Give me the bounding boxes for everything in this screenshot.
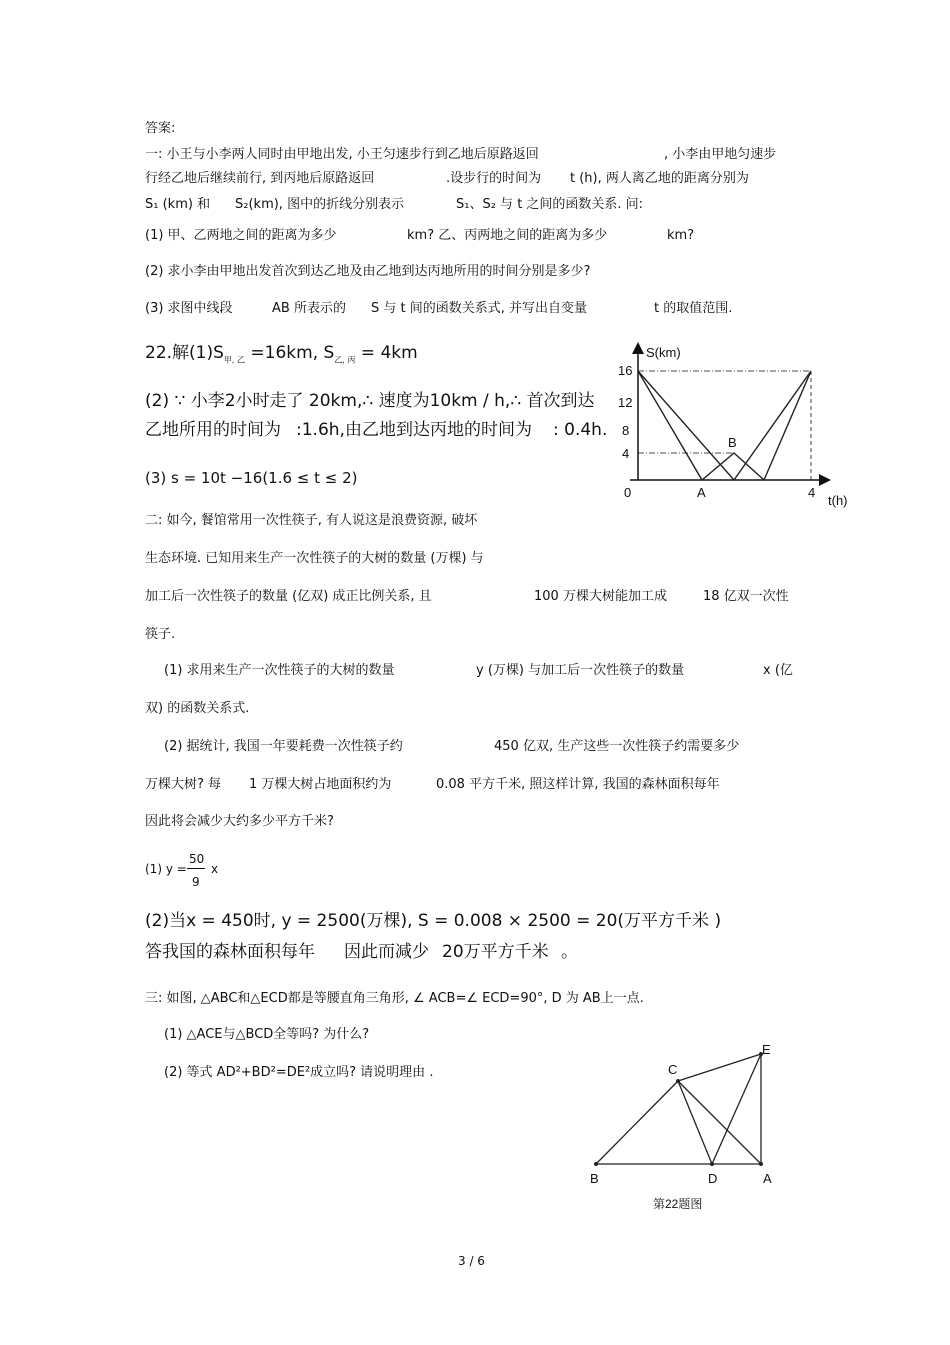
point-a xyxy=(759,1162,763,1166)
sol1-part2-line2a: 乙地所用的时间为 xyxy=(145,420,281,440)
s1-line xyxy=(638,371,811,480)
sol2-answer-a: 答我国的森林面积每年 xyxy=(145,942,315,962)
q1-part2: (2) 求小李由甲地出发首次到达乙地及由乙地到达丙地所用的时间分别是多少? xyxy=(145,264,591,279)
q2-line3a: 加工后一次性筷子的数量 (亿双) 成正比例关系, 且 xyxy=(145,589,432,604)
y-tick-12: 12 xyxy=(618,395,633,410)
point-d xyxy=(710,1162,714,1166)
sol2-f1-fraction-bar xyxy=(187,868,205,869)
q1-line2c: t (h), 两人离乙地的距离分别为 xyxy=(570,171,749,186)
q1-part1c: km? xyxy=(667,228,695,243)
segment-cd xyxy=(678,1081,712,1164)
q2-part1d: 双) 的函数关系式. xyxy=(145,701,250,716)
q2-line2: 生态环境. 已知用来生产一次性筷子的大树的数量 (万棵) 与 xyxy=(145,551,484,566)
q1-part1b: km? 乙、丙两地之间的距离为多少 xyxy=(407,228,608,243)
sol1-part1 xyxy=(145,345,418,364)
q1-line3a: S₁ (km) 和 xyxy=(145,197,211,212)
q1-part3b: AB 所表示的 xyxy=(272,301,346,316)
q1-part3a: (3) 求图中线段 xyxy=(145,301,233,316)
sol1-part1-mid: =16km, S xyxy=(245,343,335,363)
q1-line1a: 一: 小王与小李两人同时由甲地出发, 小王匀速步行到乙地后原路返回 xyxy=(145,147,539,162)
triangle-figure xyxy=(580,1035,780,1215)
sol1-part1-sub1: 甲, 乙 xyxy=(223,355,246,365)
sol1-part2-line2c: : 0.4h. xyxy=(553,420,608,440)
distance-time-graph xyxy=(610,335,860,515)
segment-bc xyxy=(596,1081,678,1164)
point-a-label: A xyxy=(697,485,706,500)
q1-line3c: S₁、S₂ 与 t 之间的函数关系. 问: xyxy=(456,197,644,212)
q3-part2: (2) 等式 AD²+BD²=DE²成立吗? 请说明理由 . xyxy=(164,1065,434,1080)
y-label: S(km) xyxy=(646,345,681,360)
q2-part2d: 1 万棵大树占地面积约为 xyxy=(249,777,392,792)
y-tick-8: 8 xyxy=(622,423,630,438)
sol2-answer-c: 20万平方千米 xyxy=(442,942,549,962)
page-number: 3 / 6 xyxy=(458,1254,485,1268)
label-b: B xyxy=(590,1171,599,1186)
q2-line3b: 100 万棵大树能加工成 xyxy=(534,589,667,604)
point-b xyxy=(594,1162,598,1166)
x-label: t(h) xyxy=(828,493,848,508)
q2-part2a: (2) 据统计, 我国一年要耗费一次性筷子约 xyxy=(164,739,403,754)
q2-part2f: 因此将会减少大约多少平方千米? xyxy=(145,814,334,829)
sol2-answer-d: 。 xyxy=(561,942,578,962)
q1-part3c: S 与 t 间的函数关系式, 并写出自变量 xyxy=(371,301,588,316)
point-b-label: B xyxy=(728,435,737,450)
q3-part1: (1) △ACE与△BCD全等吗? 为什么? xyxy=(164,1027,370,1042)
q2-part2b: 450 亿双, 生产这些一次性筷子约需要多少 xyxy=(494,739,740,754)
sol2-answer-b: 因此而减少 xyxy=(344,942,429,962)
sol1-part3: (3) s = 10t −16(1.6 ≤ t ≤ 2) xyxy=(145,469,358,487)
q2-line4: 筷子. xyxy=(145,627,176,642)
answer-title: 答案: xyxy=(145,121,176,136)
figure-caption: 第22题图 xyxy=(653,1197,703,1211)
q2-part1c: x (亿 xyxy=(763,663,793,678)
sol2-f1-variable: x xyxy=(211,862,219,876)
q2-part1b: y (万棵) 与加工后一次性筷子的数量 xyxy=(476,663,685,678)
sol1-part1-end: = 4km xyxy=(355,343,418,363)
label-d: D xyxy=(708,1171,718,1186)
sol1-part1-prefix: 22.解(1)S xyxy=(145,343,224,363)
x-tick-4: 4 xyxy=(808,485,816,500)
segment-de xyxy=(712,1054,761,1164)
y-tick-4: 4 xyxy=(622,446,630,461)
label-a: A xyxy=(763,1171,772,1186)
q2-line1: 二: 如今, 餐馆常用一次性筷子, 有人说这是浪费资源, 破坏 xyxy=(145,513,478,528)
segment-ca xyxy=(678,1081,761,1164)
sol2-f1-numerator: 50 xyxy=(189,852,205,866)
point-c xyxy=(676,1079,680,1083)
q1-part1a: (1) 甲、乙两地之间的距离为多少 xyxy=(145,228,337,243)
segment-ce xyxy=(678,1054,761,1081)
q1-part3d: t 的取值范围. xyxy=(654,301,733,316)
origin-label: 0 xyxy=(624,485,632,500)
sol2-f2: (2)当x = 450时, y = 2500(万棵), S = 0.008 × 2500 = 20(万平方千米 ) xyxy=(145,911,722,931)
q1-line2a: 行经乙地后继续前行, 到丙地后原路返回 xyxy=(145,171,375,186)
label-e: E xyxy=(762,1042,771,1057)
q2-part2e: 0.08 平方千米, 照这样计算, 我国的森林面积每年 xyxy=(436,777,720,792)
y-tick-16: 16 xyxy=(618,363,633,378)
sol1-part2-line1: (2) ∵ 小李2小时走了 20km,∴ 速度为10km / h,∴ 首次到达 xyxy=(145,391,595,411)
label-c: C xyxy=(668,1062,678,1077)
sol1-part1-sub2: 乙, 丙 xyxy=(334,355,356,365)
q1-line3b: S₂(km), 图中的折线分别表示 xyxy=(235,197,405,212)
q1-line1b: , 小李由甲地匀速步 xyxy=(664,147,777,162)
s2-line xyxy=(638,371,811,480)
sol1-part2-line2b: :1.6h,由乙地到达丙地的时间为 xyxy=(296,420,532,440)
sol2-f1-label: (1) y = xyxy=(145,862,187,876)
q3-line1: 三: 如图, △ABC和△ECD都是等腰直角三角形, ∠ ACB=∠ ECD=90°, D 为 AB上一点. xyxy=(145,991,644,1006)
sol2-f1-denominator: 9 xyxy=(192,875,200,889)
q1-line2b: .设步行的时间为 xyxy=(446,171,542,186)
q2-part1a: (1) 求用来生产一次性筷子的大树的数量 xyxy=(164,663,395,678)
q2-line3c: 18 亿双一次性 xyxy=(703,589,789,604)
q2-part2c: 万棵大树? 每 xyxy=(145,777,222,792)
